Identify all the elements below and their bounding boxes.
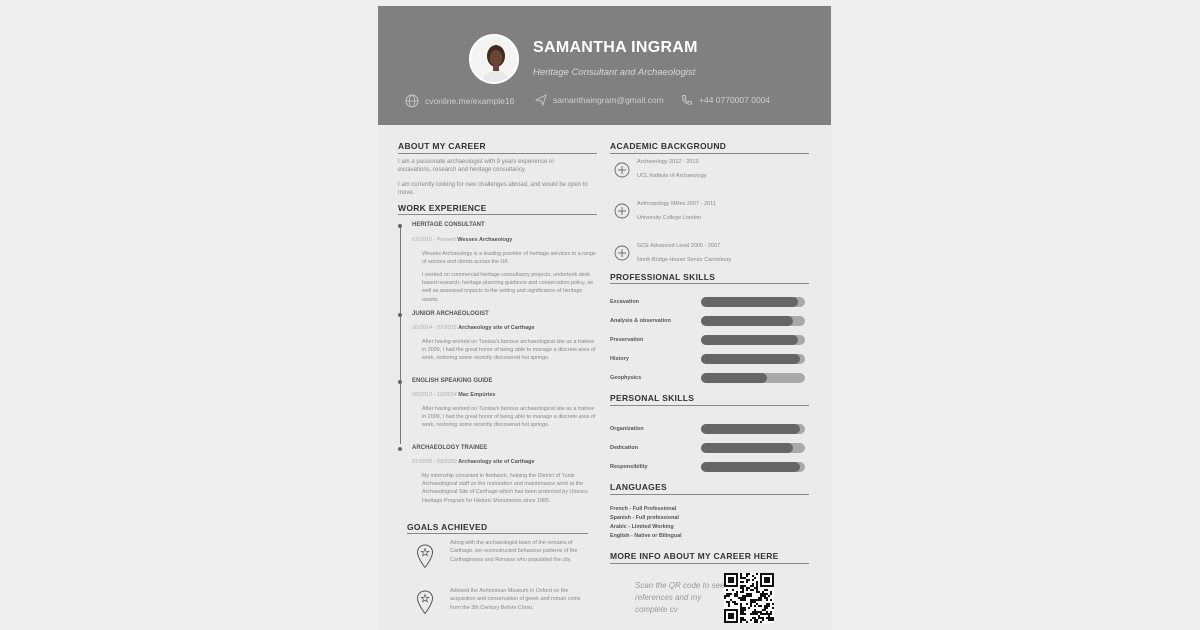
language-item: Arabic - Limited Working [610, 524, 674, 530]
more-info-title: MORE INFO ABOUT MY CAREER HERE [610, 551, 779, 561]
skill-fill [701, 424, 800, 434]
job-org: Wessex Archaeology [457, 237, 513, 243]
job-meta [412, 325, 535, 331]
skill-bar [701, 462, 805, 472]
education-degree: Archaeology 2012 - 2013 [637, 159, 699, 165]
timeline-dot [398, 224, 402, 228]
phone-contact[interactable] [681, 94, 770, 106]
resume-page [378, 6, 831, 630]
skill-bar [701, 443, 805, 453]
job-dates: 07/2009 - 09/2009 [412, 459, 457, 465]
job-description: I worked on commercial heritage consultancy projects, undertook desk based research, heritage planning guidance and conservation policy, as well as assessed impacts to the setting and significance of heritage assets. [422, 272, 594, 303]
education-institution: University College London [637, 215, 702, 221]
job-org: Archaeology site of Carthage [458, 325, 535, 331]
job-dates: 06/2013 - 10/2014 [412, 392, 457, 398]
language-item: French - Full Professional [610, 506, 677, 512]
timeline-dot [398, 447, 402, 451]
about-paragraph-1: I am a passionate archaeologist with 9 years experience in excavations, research and heritage consultancy. [398, 159, 554, 174]
skill-label: Geophysics [610, 375, 642, 381]
phone-icon [681, 94, 693, 106]
skill-label: Preservation [610, 337, 644, 343]
personal-skills-divider [610, 405, 809, 406]
qr-code-icon [724, 573, 774, 623]
about-divider [398, 153, 597, 154]
skill-label: Analysis & observation [610, 318, 671, 324]
job-meta [412, 392, 495, 398]
skill-label: Excavation [610, 299, 640, 305]
about-paragraph-2: I am currently looking for new challenges abroad, and would be open to move. [398, 182, 588, 197]
education-degree: GCE Advanced Level 2000 - 2007 [637, 243, 721, 249]
resume-header [378, 6, 831, 125]
work-divider [398, 214, 597, 215]
qr-code[interactable] [724, 573, 774, 623]
plus-circle-icon [614, 203, 630, 219]
skill-bar [701, 354, 805, 364]
timeline-dot [398, 313, 402, 317]
skill-label: Responsibility [610, 464, 648, 470]
job-org: Archaeology site of Carthage [458, 459, 535, 465]
language-item: Spanish - Full professional [610, 515, 679, 521]
job-meta [412, 459, 535, 465]
candidate-name: SAMANTHA INGRAM [533, 39, 698, 56]
job-description: My internship consisted in fieldwork, helping the District of Tunis Archaeological staff on the restoration and maintenance work at the Archaeological Site of Carthage which has been protected by Unesco Heritage Program for Historic Monuments since 1985. [422, 473, 588, 504]
plus-circle-icon [614, 162, 630, 178]
job-title: JUNIOR ARCHAEOLOGIST [412, 311, 489, 317]
website-contact[interactable] [405, 94, 514, 108]
skill-fill [701, 316, 793, 326]
more-info-divider [610, 563, 809, 564]
professional-skills-title: PROFESSIONAL SKILLS [610, 272, 716, 282]
goal-item: Advised the Ashmolean Museum in Oxford on the acquisition and conservation of greek and roman coins from the 3th Century Before Christ. [450, 588, 581, 611]
job-title: HERITAGE CONSULTANT [412, 222, 485, 228]
send-icon [535, 94, 547, 106]
qr-caption: Scan the QR code to see references and my complete cv [635, 581, 725, 614]
personal-skills-title: PERSONAL SKILLS [610, 393, 695, 403]
email-text: samanthaingram@gmail.com [553, 95, 664, 105]
work-timeline [400, 226, 401, 444]
skill-bar [701, 297, 805, 307]
skill-bar [701, 335, 805, 345]
map-pin-star-icon [416, 544, 434, 569]
about-title: ABOUT MY CAREER [398, 141, 486, 151]
map-pin-star-icon [416, 590, 434, 615]
phone-text: +44 0770007 0004 [699, 95, 771, 105]
job-description: Wessex Archaeology is a leading provider of heritage services to a range of sectors and clients across the UK. [422, 251, 596, 266]
academic-title: ACADEMIC BACKGROUND [610, 141, 727, 151]
job-description: After having worked on Tunisia's famous archaeological site as a trainee in 2009, I had the great honor of being able to manage a discrete area of work, restoring some recently discovered hot springs. [422, 406, 596, 429]
education-institution: UCL Institute of Archaeology [637, 173, 707, 179]
skill-bar [701, 373, 805, 383]
job-dates: 10/2014 - 07/2015 [412, 325, 457, 331]
skill-fill [701, 297, 798, 307]
job-org: Mac Empúries [458, 392, 496, 398]
skill-fill [701, 335, 798, 345]
languages-title: LANGUAGES [610, 482, 668, 492]
skill-label: History [610, 356, 629, 362]
job-dates: 07/2015 - Present [412, 237, 456, 243]
skill-fill [701, 462, 800, 472]
education-degree: Anthropology MRes 2007 - 2011 [637, 201, 716, 207]
email-contact[interactable] [535, 94, 664, 106]
skill-fill [701, 443, 793, 453]
skill-label: Dedication [610, 445, 639, 451]
education-institution: North Bridge House Senior Canonbury [637, 257, 732, 263]
academic-divider [610, 153, 809, 154]
skill-label: Organization [610, 426, 644, 432]
goals-divider [407, 533, 588, 534]
job-title: ENGLISH SPEAKING GUIDE [412, 378, 493, 384]
skill-bar [701, 316, 805, 326]
profile-photo [469, 34, 519, 84]
language-item: English - Native or Bilingual [610, 533, 682, 539]
job-description: After having worked on Tunisia's famous archaeological site as a trainee in 2009, I had the great honor of being able to manage a discrete area of work, restoring some recently discovered hot springs. [422, 339, 596, 362]
languages-divider [610, 494, 809, 495]
job-title: ARCHAEOLOGY TRAINEE [412, 445, 488, 451]
candidate-role: Heritage Consultant and Archaeologist [533, 67, 696, 78]
timeline-dot [398, 380, 402, 384]
work-title: WORK EXPERIENCE [398, 203, 487, 213]
plus-circle-icon [614, 245, 630, 261]
skill-fill [701, 354, 800, 364]
job-meta [412, 237, 512, 243]
skill-fill [701, 373, 767, 383]
globe-icon [405, 94, 419, 108]
skill-bar [701, 424, 805, 434]
professional-skills-divider [610, 283, 809, 284]
goal-item: Along with the archaeologist team of the remains of Carthage, we reconstructed behaviour patterns of the Carthaginians and Romans who populated the city. [450, 540, 578, 563]
website-text: cvonline.me/example16 [425, 96, 515, 106]
goals-title: GOALS ACHIEVED [407, 522, 488, 532]
